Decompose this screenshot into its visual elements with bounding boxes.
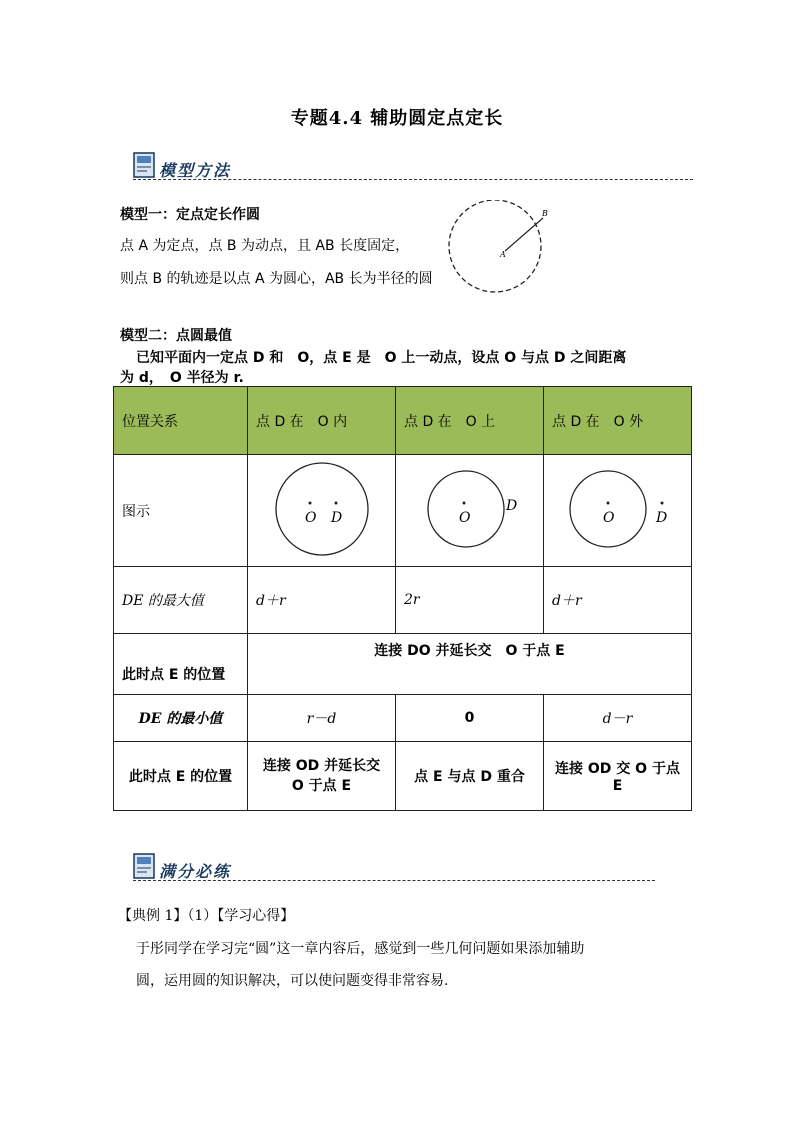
section-header-practice [133, 853, 655, 889]
circle-point-inside-figure [248, 455, 396, 562]
table-row-max [114, 567, 692, 634]
section-header-model-methods [133, 152, 693, 188]
label-o: O [305, 510, 317, 526]
table-row-min [114, 695, 692, 742]
model1-line1: 点 A 为定点，点 B 为动点，且 AB 长度固定， [120, 238, 410, 254]
circle-point-on-figure [396, 455, 544, 562]
row-label: DE 的最小值 [114, 695, 248, 742]
label-d: D [506, 498, 518, 514]
header-cell: 位置关系 [114, 387, 248, 455]
table-cell: 点 E 与点 D 重合 [396, 742, 544, 811]
table-cell: d＋r [544, 567, 692, 634]
table-header-row [114, 387, 692, 455]
cell-line: O 于点 E [291, 778, 352, 794]
row-label: 图示 [114, 455, 248, 567]
example-line1: 于彤同学在学习完“圆”这一章内容后，感觉到一些几何问题如果添加辅助 [136, 941, 585, 957]
document-icon [133, 152, 155, 178]
model2-line2: 为 d， O 半径为 r. [120, 370, 244, 386]
model1-line2: 则点 B 的轨迹是以点 A 为圆心，AB 长为半径的圆 [120, 271, 433, 287]
table-row-min-position [114, 742, 692, 811]
row-label: 此时点 E 的位置 [114, 634, 248, 695]
cell-line: 连接 OD 并延长交 [262, 758, 381, 774]
example-line2: 圆，运用圆的知识解决，可以使问题变得非常容易. [136, 973, 449, 989]
table-cell: d－r [544, 695, 692, 742]
section-label: 满分必练 [159, 862, 232, 881]
label-d: D [331, 510, 343, 526]
table-cell: 2r [396, 567, 544, 634]
circle-point-outside-figure [544, 455, 692, 562]
circle-locus-figure [430, 200, 560, 300]
figure-cell-inside [248, 455, 396, 567]
table-cell [248, 742, 396, 811]
dashed-divider [133, 179, 693, 180]
position-relation-table [113, 386, 692, 811]
example-heading: 【典例 1】（1）【学习心得】 [118, 908, 295, 924]
row-label: DE 的最大值 [114, 567, 248, 634]
segment-ab [505, 218, 543, 251]
model2-heading: 模型二：点圆最值 [120, 328, 232, 344]
table-row-figures [114, 455, 692, 567]
row-label: 此时点 E 的位置 [114, 742, 248, 811]
dashed-divider [133, 880, 655, 881]
model2-line1: 已知平面内一定点 D 和 O，点 E 是 O 上一动点，设点 O 与点 D 之间距离 [136, 350, 627, 366]
figure-cell-on [396, 455, 544, 567]
table-cell: 连接 OD 交 O 于点 E [544, 742, 692, 811]
figure-cell-outside [544, 455, 692, 567]
label-a: A [500, 250, 506, 259]
section-label: 模型方法 [159, 161, 232, 180]
table-cell: 0 [396, 695, 544, 742]
table-cell: d＋r [248, 567, 396, 634]
label-o: O [603, 510, 615, 526]
header-cell: 点 D 在 O 上 [396, 387, 544, 455]
label-b: B [542, 209, 548, 218]
header-cell: 点 D 在 O 内 [248, 387, 396, 455]
label-o: O [459, 510, 471, 526]
dashed-circle [449, 200, 541, 292]
table-cell-merged: 连接 DO 并延长交 O 于点 E [248, 634, 692, 695]
document-icon [133, 853, 155, 879]
model1-heading: 模型一：定点定长作圆 [120, 207, 260, 223]
label-d: D [656, 510, 668, 526]
page-title: 专题4.4 辅助圆定点定长 [290, 108, 504, 129]
table-row-max-position [114, 634, 692, 695]
header-cell: 点 D 在 O 外 [544, 387, 692, 455]
table-cell: r－d [248, 695, 396, 742]
